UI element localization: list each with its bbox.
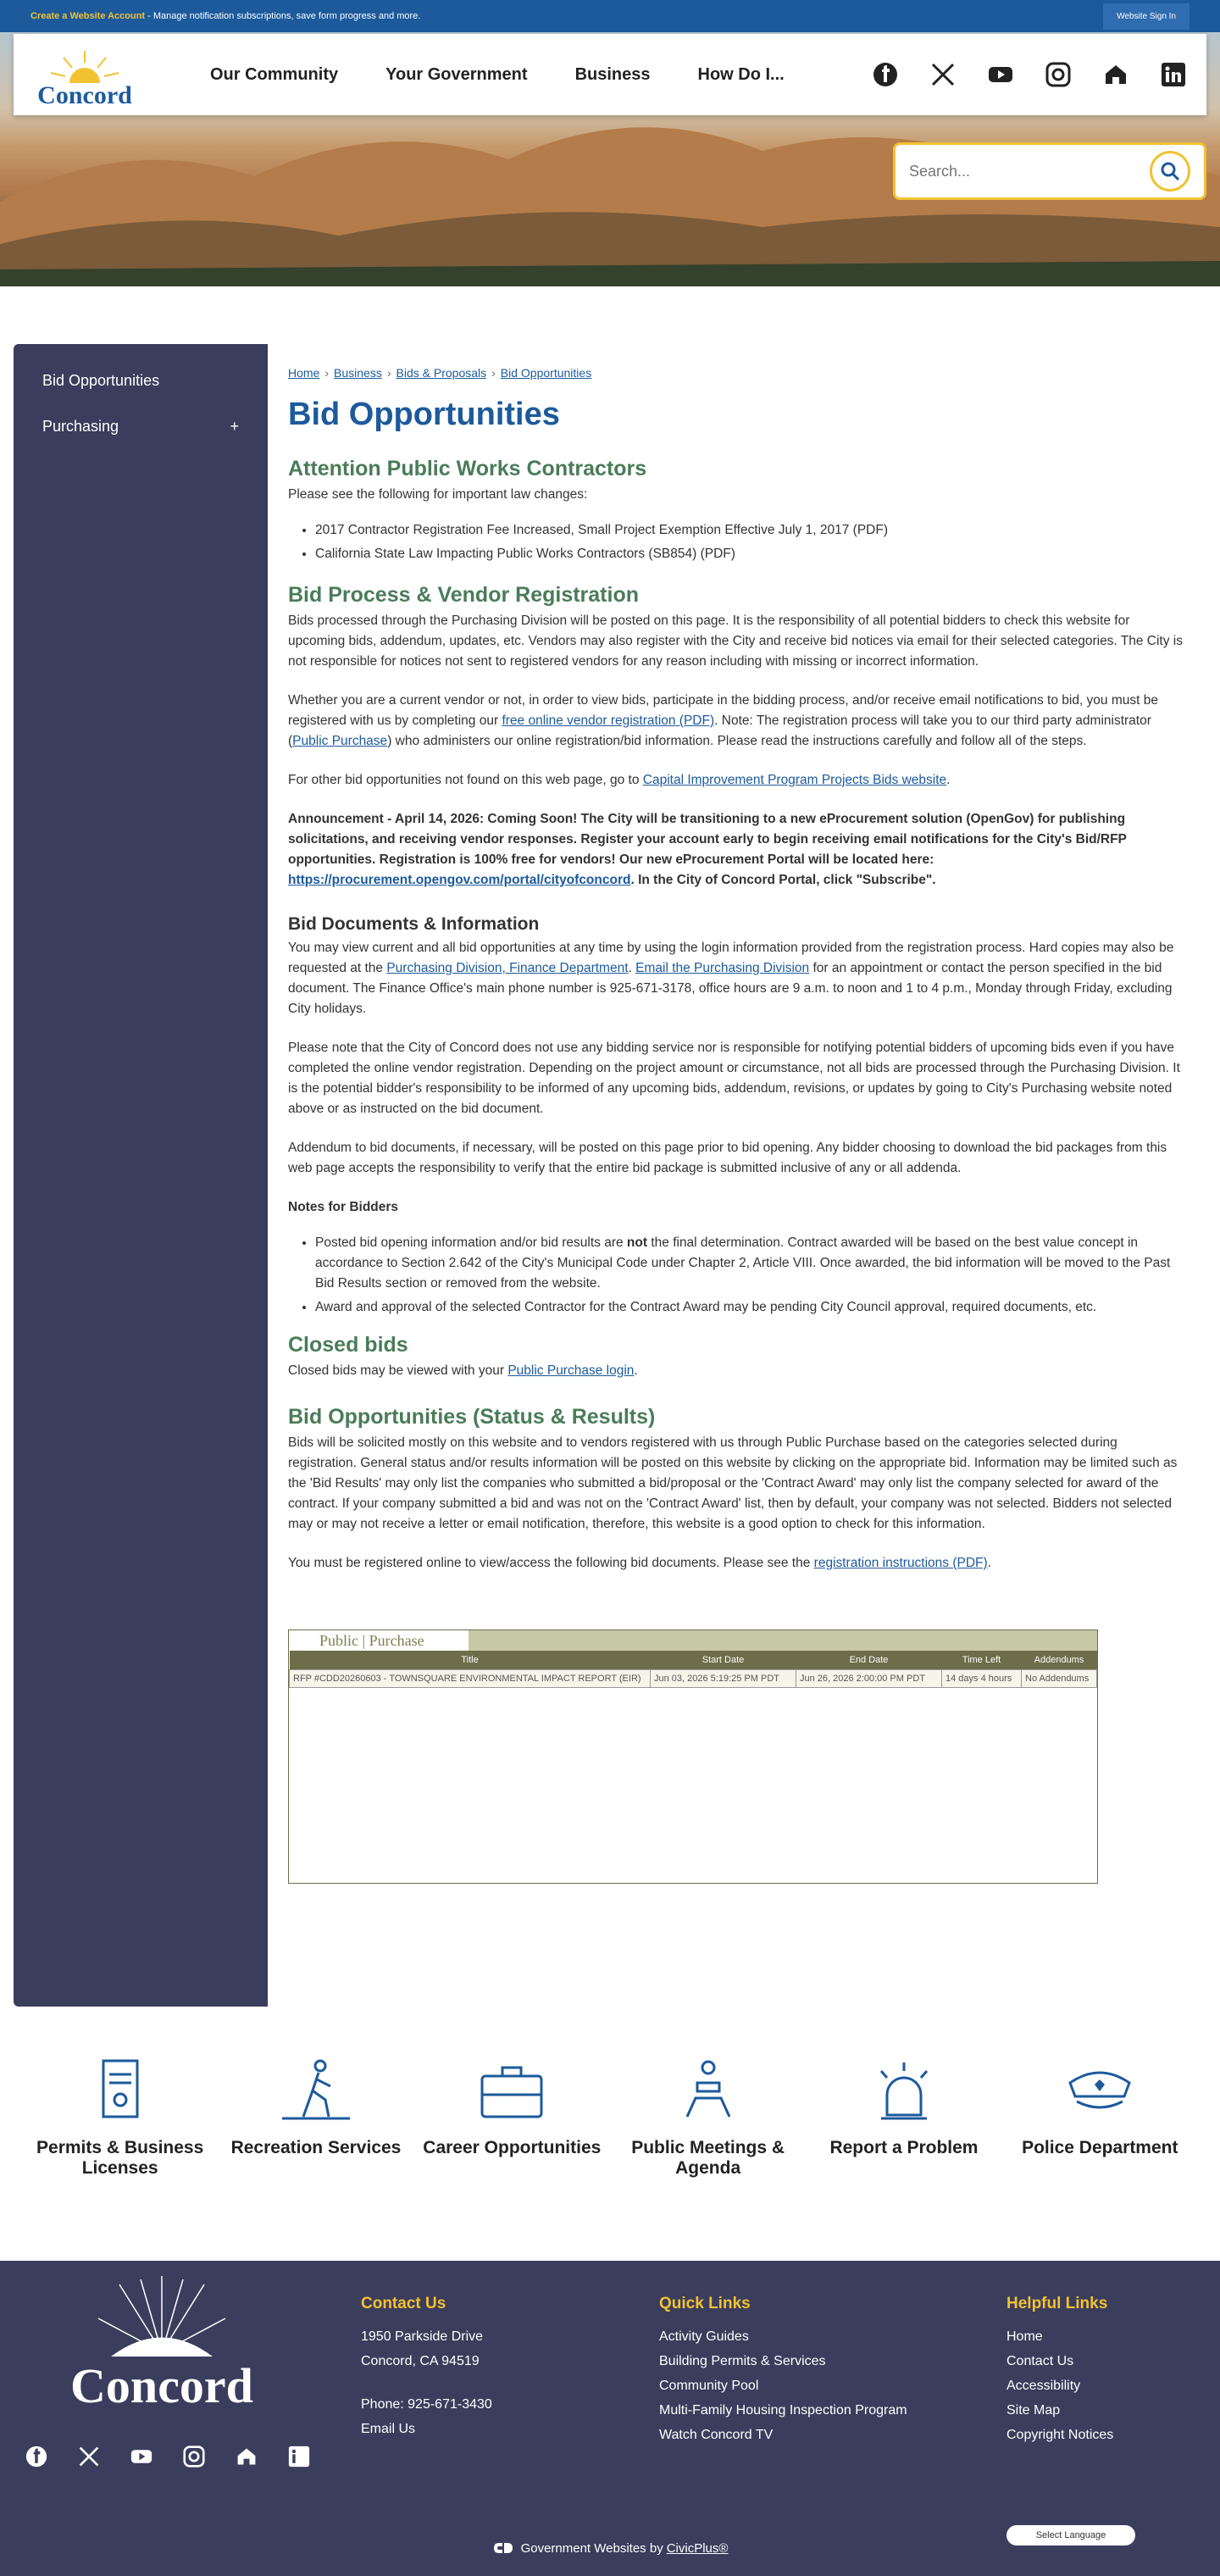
section-text: You may view current and all bid opportunities at any time by using the login information provided from the registration process. Hard copies may also be requested at the Purchasing Division, Finance Department. Email the Purchasing Division for an appointment or contact the person specified in the bid document. The Finance Office's main phone number is 925-671-3178, office hours are 9 a.m. to noon and 1 to 4 p.m., Monday through Friday, excluding City holidays. <box>288 941 1174 1016</box>
quick-link-careers[interactable] <box>419 2057 605 2158</box>
search-input[interactable] <box>909 163 1150 180</box>
powered-by <box>0 2520 1220 2576</box>
vendor-registration-link[interactable]: free online vendor registration (PDF) <box>502 713 715 728</box>
section-text: Closed bids may be viewed with your Public Purchase login. <box>288 1363 638 1378</box>
section-text: For other bid opportunities not found on this web page, go to Capital Improvement Program Projects Bids website. <box>288 773 951 787</box>
quick-link-label: Report a Problem <box>829 2138 979 2157</box>
police-hat-icon <box>1062 2057 1138 2125</box>
footer-link[interactable]: Site Map <box>1006 2403 1061 2418</box>
section-text: Please see the following for important law changes: <box>288 487 588 502</box>
hero-banner <box>0 32 1220 286</box>
footer-link[interactable]: Community Pool <box>659 2379 759 2393</box>
section-title: Closed bids <box>288 1333 408 1357</box>
search-button[interactable] <box>1150 151 1190 192</box>
breadcrumb-business[interactable]: Business <box>334 366 382 380</box>
quick-links-bar <box>0 2007 1220 2261</box>
footer-link[interactable]: Copyright Notices <box>1006 2428 1114 2442</box>
main-area <box>0 344 1220 2007</box>
col-title[interactable]: Title <box>290 1651 651 1669</box>
footer-link[interactable]: Home <box>1006 2329 1043 2344</box>
footer-link[interactable]: Watch Concord TV <box>659 2428 774 2442</box>
instagram-icon[interactable] <box>1045 62 1071 87</box>
purchasing-division-link[interactable]: Purchasing Division, Finance Department <box>386 961 629 975</box>
site-footer <box>0 2261 1220 2576</box>
public-purchase-logo: Public | Purchase <box>289 1630 469 1651</box>
email-purchasing-link[interactable]: Email the Purchasing Division <box>635 961 810 975</box>
breadcrumb: Home › Business › Bids & Proposals › Bid Opportunities <box>288 366 592 380</box>
sidebar-item-label: Bid Opportunities <box>42 371 160 389</box>
linkedin-icon[interactable] <box>1161 62 1186 87</box>
account-notice <box>30 11 420 21</box>
footer-heading: Contact Us <box>361 2295 446 2312</box>
nextdoor-icon[interactable] <box>236 2446 258 2468</box>
cell-end: Jun 26, 2026 2:00:00 PM PDT <box>796 1669 942 1687</box>
footer-link[interactable]: Building Permits & Services <box>659 2354 826 2368</box>
sun-icon <box>47 49 123 83</box>
account-description: - Manage notification subscriptions, save form progress and more. <box>145 11 421 21</box>
footer-link[interactable]: Contact Us <box>1006 2354 1074 2368</box>
quick-link-label: Career Opportunities <box>423 2138 602 2157</box>
page-title: Bid Opportunities <box>288 397 560 432</box>
registration-instructions-link[interactable]: registration instructions (PDF) <box>813 1556 988 1570</box>
quick-link-permits[interactable] <box>27 2057 214 2179</box>
hiker-icon <box>278 2057 354 2125</box>
bids-table <box>289 1651 1097 1688</box>
section-text: Whether you are a current vendor or not, in order to view bids, participate in the bidding process, and/or receive email notifications to bid, you must be registered with us by completing our free online vendor registration (PDF). Note: The registration process will take you to our third party administrator (Public Purchase) who administers our online registration/bid information. Please read the instructions carefully and follow all of the steps. <box>288 693 1158 748</box>
address-line: Concord, CA 94519 <box>361 2354 480 2368</box>
quick-link-label: Recreation Services <box>230 2138 402 2157</box>
footer-heading: Helpful Links <box>1006 2295 1108 2312</box>
sidebar-item-label: Purchasing <box>42 417 119 435</box>
footer-logo-text: Concord <box>70 2358 253 2413</box>
footer-link[interactable]: Multi-Family Housing Inspection Program <box>659 2403 907 2418</box>
footer-link[interactable]: Accessibility <box>1006 2379 1081 2393</box>
cell-time-left: 14 days 4 hours <box>942 1669 1022 1687</box>
cell-title[interactable]: RFP #CDD20260603 - TOWNSQUARE ENVIRONMENTAL IMPACT REPORT (EIR) <box>290 1669 651 1687</box>
footer-social <box>25 2446 310 2468</box>
section-text: Please note that the City of Concord does not use any bidding service nor is responsible for notifying potential bidders of upcoming bids even if you have completed the online vendor registration. Depending on the project amount or circumstance, not all bids are processed through the Purchasing Division. It is the potential bidder's responsibility to be informed of any upcoming bids, addendum, revisions, or updates by going to City's Purchasing website noted above or as instructed on the bid document. <box>288 1041 1180 1116</box>
top-bar <box>0 0 1220 32</box>
quick-link-police[interactable] <box>1006 2057 1193 2158</box>
section-title: Attention Public Works Contractors <box>288 457 647 480</box>
footer-logo[interactable] <box>47 2276 276 2437</box>
city-logo[interactable] <box>34 41 136 108</box>
cip-bids-link[interactable]: Capital Improvement Program Projects Bids website <box>642 773 947 787</box>
linkedin-icon[interactable] <box>288 2446 310 2468</box>
nav-how-do-i[interactable]: How Do I... <box>697 64 785 84</box>
table-row[interactable] <box>290 1669 1097 1687</box>
site-header <box>14 34 1206 115</box>
law-changes-list <box>315 520 1186 564</box>
cell-addendums: No Addendums <box>1022 1669 1097 1687</box>
quick-link-meetings[interactable] <box>615 2057 801 2179</box>
create-account-link[interactable]: Create a Website Account <box>30 11 146 21</box>
col-time-left[interactable]: Time Left <box>942 1651 1022 1669</box>
section-text: Addendum to bid documents, if necessary, will be posted on this page prior to bid opening. Any bidder choosing to download the bid packages from this web page accepts the responsibility to verify that the entire bid package is submitted inclusive of any or all addenda. <box>288 1141 1167 1175</box>
list-item: • Posted bid opening information and/or bid results are not the final determination. Contract awarded will be based on the best value concept in accordance to Section 2.642 of the City's Municipal Code under Chapter 2, Article VIII. Once awarded, the bid information will be moved to the Past Bid Results section or removed from the website. <box>315 1233 1186 1294</box>
quick-link-recreation[interactable] <box>223 2057 409 2158</box>
notes-heading: Notes for Bidders <box>288 1200 399 1214</box>
search-icon <box>1159 160 1181 182</box>
breadcrumb-current[interactable]: Bid Opportunities <box>500 366 592 380</box>
youtube-icon[interactable] <box>130 2446 152 2468</box>
col-end[interactable]: End Date <box>796 1651 942 1669</box>
footer-contact <box>361 2291 492 2441</box>
social-links <box>873 62 1186 87</box>
col-addendums[interactable]: Addendums <box>1022 1651 1097 1669</box>
widget-header <box>289 1630 1097 1651</box>
nav-business[interactable]: Business <box>574 64 651 84</box>
podium-icon <box>670 2057 746 2125</box>
opengov-link[interactable]: https://procurement.opengov.com/portal/cityofconcord <box>288 873 631 887</box>
powered-text: Government Websites by <box>520 2540 663 2556</box>
sidebar-item-bid-opportunities[interactable] <box>14 358 268 403</box>
language-select[interactable]: Select Language <box>1006 2525 1135 2545</box>
cell-start: Jun 03, 2026 5:19:25 PM PDT <box>651 1669 796 1687</box>
main-content <box>288 344 1186 1884</box>
logo-text: Concord <box>37 81 132 109</box>
sun-rays-icon <box>94 2276 230 2361</box>
section-subtitle: Bid Documents & Information <box>288 914 540 934</box>
public-purchase-login-link[interactable]: Public Purchase login <box>507 1363 635 1378</box>
nav-our-community[interactable]: Our Community <box>210 64 339 84</box>
sidebar-item-purchasing[interactable] <box>14 403 268 449</box>
nav-your-government[interactable]: Your Government <box>385 64 528 84</box>
address-line: 1950 Parkside Drive <box>361 2329 484 2344</box>
x-icon[interactable] <box>78 2446 100 2468</box>
public-purchase-link[interactable]: Public Purchase <box>292 734 388 748</box>
main-nav <box>186 65 808 85</box>
x-icon[interactable] <box>930 62 956 87</box>
section-title: Bid Opportunities (Status & Results) <box>288 1405 656 1429</box>
section-text: Bids processed through the Purchasing Division will be posted on this page. It is the responsibility of all potential bidders to check this website for upcoming bids, addendum, updates, etc. Vendors may also register with the City and receive bid notices via email for their selected categories. The City is not responsible for notices not sent to registered vendors for any reason including with missing or incorrect information. <box>288 613 1183 669</box>
notes-list <box>315 1233 1186 1318</box>
list-item[interactable]: • California State Law Impacting Public Works Contractors (SB854) (PDF) <box>315 544 1186 564</box>
footer-quick-links <box>659 2291 907 2447</box>
phone-number: Phone: 925-671-3430 <box>361 2397 492 2412</box>
civicplus-link[interactable]: CivicPlus® <box>666 2540 729 2556</box>
footer-helpful-links <box>1006 2291 1113 2447</box>
quick-link-label: Permits & Business Licenses <box>36 2138 204 2178</box>
facebook-icon[interactable] <box>25 2446 47 2468</box>
certificate-icon <box>82 2057 158 2125</box>
quick-link-label: Public Meetings & Agenda <box>631 2138 785 2178</box>
breadcrumb-home[interactable]: Home <box>288 366 320 380</box>
breadcrumb-bids[interactable]: Bids & Proposals <box>396 366 487 380</box>
announcement: Announcement - April 14, 2026: Coming Soon! The City will be transitioning to a new eProcurement solution (OpenGov) for publishing solicitations, and receiving vendor responses. Register your account early to begin receiving email notifications for the City's Bid/RFP opportunities. Registration is 100% free for vendors! Our new eProcurement Portal will be located here: https://procurement.opengov.com/portal/cityofconcord. In the City of Concord Portal, click "Subscribe". <box>288 812 1127 887</box>
facebook-icon[interactable] <box>873 62 898 87</box>
civicplus-icon <box>492 2541 514 2555</box>
footer-heading: Quick Links <box>659 2295 751 2312</box>
quick-link-label: Police Department <box>1022 2138 1178 2157</box>
quick-link-report[interactable] <box>811 2057 997 2158</box>
section-text: You must be registered online to view/access the following bid documents. Please see the registration instructions (PDF). <box>288 1556 991 1570</box>
instagram-icon[interactable] <box>183 2446 205 2468</box>
expand-icon[interactable]: + <box>230 417 239 435</box>
youtube-icon[interactable] <box>988 62 1013 87</box>
sign-in-button[interactable]: Website Sign In <box>1103 3 1190 30</box>
list-item[interactable]: • 2017 Contractor Registration Fee Increased, Small Project Exemption Effective July 1, 2017 (PDF) <box>315 520 1186 541</box>
public-purchase-widget <box>288 1629 1098 1884</box>
list-item: • Award and approval of the selected Contractor for the Contract Award may be pending City Council approval, required documents, etc. <box>315 1297 1186 1318</box>
search-box <box>893 142 1206 200</box>
sidebar <box>14 344 268 2007</box>
nextdoor-icon[interactable] <box>1103 62 1128 87</box>
section-title: Bid Process & Vendor Registration <box>288 583 639 607</box>
section-text: Bids will be solicited mostly on this website and to vendors registered with us through Public Purchase based on the categories selected during registration. General status and/or results information will be posted on this website by clicking on the appropriate bid. Information may be limited such as the 'Bid Results' may only list the companies who submitted a bid/proposal or the 'Contract Award' may only list the company selected for award of the contract. If your company submitted a bid and was not on the 'Contract Award' list, then by default, your company was not selected. Bidders not selected may or may not receive a letter or email notification, therefore, this website is a good option to check for this information. <box>288 1435 1178 1531</box>
email-link[interactable]: Email Us <box>361 2422 416 2436</box>
briefcase-icon <box>474 2057 550 2125</box>
col-start[interactable]: Start Date <box>651 1651 796 1669</box>
alarm-icon <box>866 2057 942 2125</box>
footer-link[interactable]: Activity Guides <box>659 2329 749 2344</box>
